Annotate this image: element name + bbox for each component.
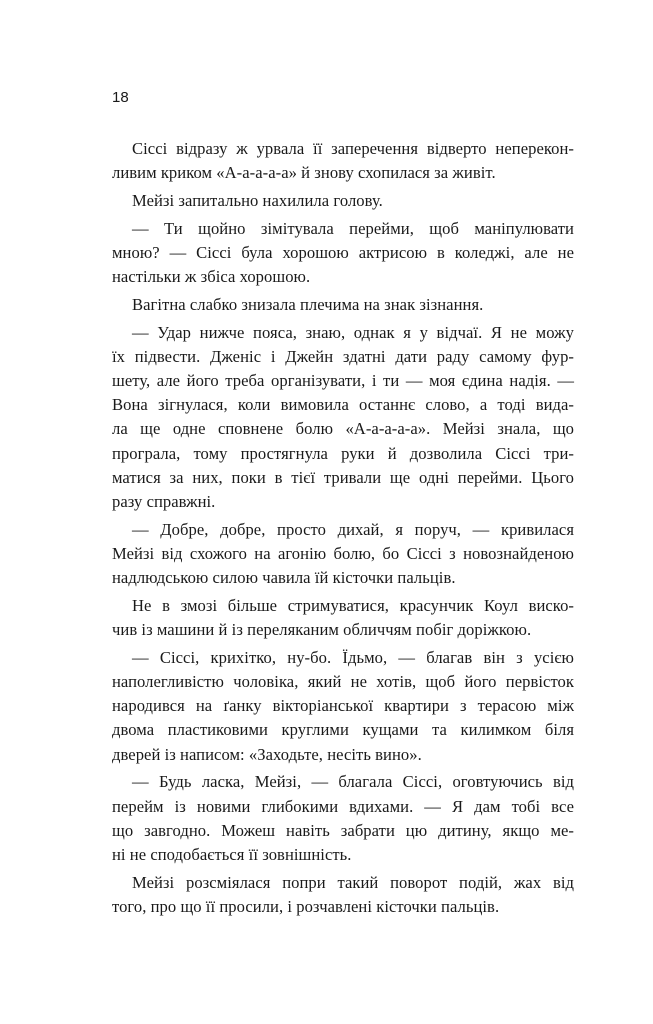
text-line: ливим криком «А-а-а-а-а» й знову схопилася за живіт. (112, 163, 496, 183)
text-line: перейм із новими глибокими вдихами. — Я дам тобі все (112, 796, 574, 816)
paragraph (112, 293, 574, 317)
text-line: Мейзі запитально нахилила голову. (132, 190, 383, 210)
text-line: — Будь ласка, Мейзі, — благала Сіссі, оговтуючись від (132, 772, 574, 792)
paragraph (112, 871, 574, 919)
text-line: наполегливістю чоловіка, який не хотів, щоб його первісток (112, 672, 574, 692)
text-line: що завгодно. Можеш навіть забрати цю дитину, якщо ме- (112, 820, 574, 840)
text-line: — Ти щойно зімітувала перейми, щоб маніпулювати (132, 218, 574, 238)
paragraph (112, 189, 574, 213)
text-line: — Сіссі, крихітко, ну-бо. Їдьмо, — благав він з усією (132, 647, 574, 667)
paragraph (112, 594, 574, 642)
text-line: разу справжні. (112, 492, 216, 511)
text-line: чив із машини й із переляканим обличчям побіг доріжкою. (112, 620, 532, 640)
paragraph (112, 770, 574, 867)
paragraph (112, 217, 574, 290)
text-line: дверей із написом: «Заходьте, несіть вино». (112, 744, 422, 764)
text-line: — Добре, добре, просто дихай, я поруч, — кривилася (132, 519, 574, 539)
text-line: двома пластиковими круглими кущами та килимком біля (112, 720, 574, 740)
text-line: ла ще одне сповнене болю «А-а-а-а-а». Мейзі знала, що (112, 419, 574, 439)
text-line: Мейзі від схожого на агонію болю, бо Сіссі з новознайденою (112, 543, 574, 563)
text-line: Вона зігнулася, коли вимовила останнє слово, а тоді вида- (112, 395, 574, 415)
paragraph (112, 137, 574, 185)
paragraph (112, 321, 574, 515)
text-line: мною? — Сіссі була хорошою актрисою в коледжі, але не (112, 242, 574, 262)
text-line: того, про що її просили, і розчавлені кісточки пальців. (112, 896, 500, 916)
text-line: матися за них, поки в тієї тривали ще одні перейми. Цього (112, 467, 574, 487)
text-line: програла, тому простягнула руки й дозволила Сіссі три- (112, 443, 574, 463)
paragraph (112, 518, 574, 591)
text-line: ні не сподобається її зовнішність. (112, 845, 352, 864)
text-line: настільки ж збіса хорошою. (112, 267, 311, 287)
text-line: Сіссі відразу ж урвала її заперечення відверто неперекон- (132, 139, 574, 158)
text-line: Мейзі розсміялася попри такий поворот подій, жах від (132, 872, 574, 892)
text-line: шету, але його треба організувати, і ти — моя єдина надія. — (112, 371, 574, 391)
body-text (112, 137, 574, 919)
paragraph (112, 646, 574, 767)
text-line: Не в змозі більше стримуватися, красунчик Коул виско- (132, 595, 574, 615)
text-line: Вагітна слабко знизала плечима на знак зізнання. (132, 294, 484, 314)
text-line: народився на ґанку вікторіанської квартири з терасою між (112, 696, 574, 716)
text-line: їх підвести. Дженіс і Джейн здатні дати раду самому фур- (112, 346, 574, 366)
page-number: 18 (112, 89, 129, 106)
text-line: — Удар нижче пояса, знаю, однак я у відчаї. Я не можу (132, 322, 574, 342)
text-line: надлюдською силою чавила їй кісточки пальців. (112, 568, 456, 588)
